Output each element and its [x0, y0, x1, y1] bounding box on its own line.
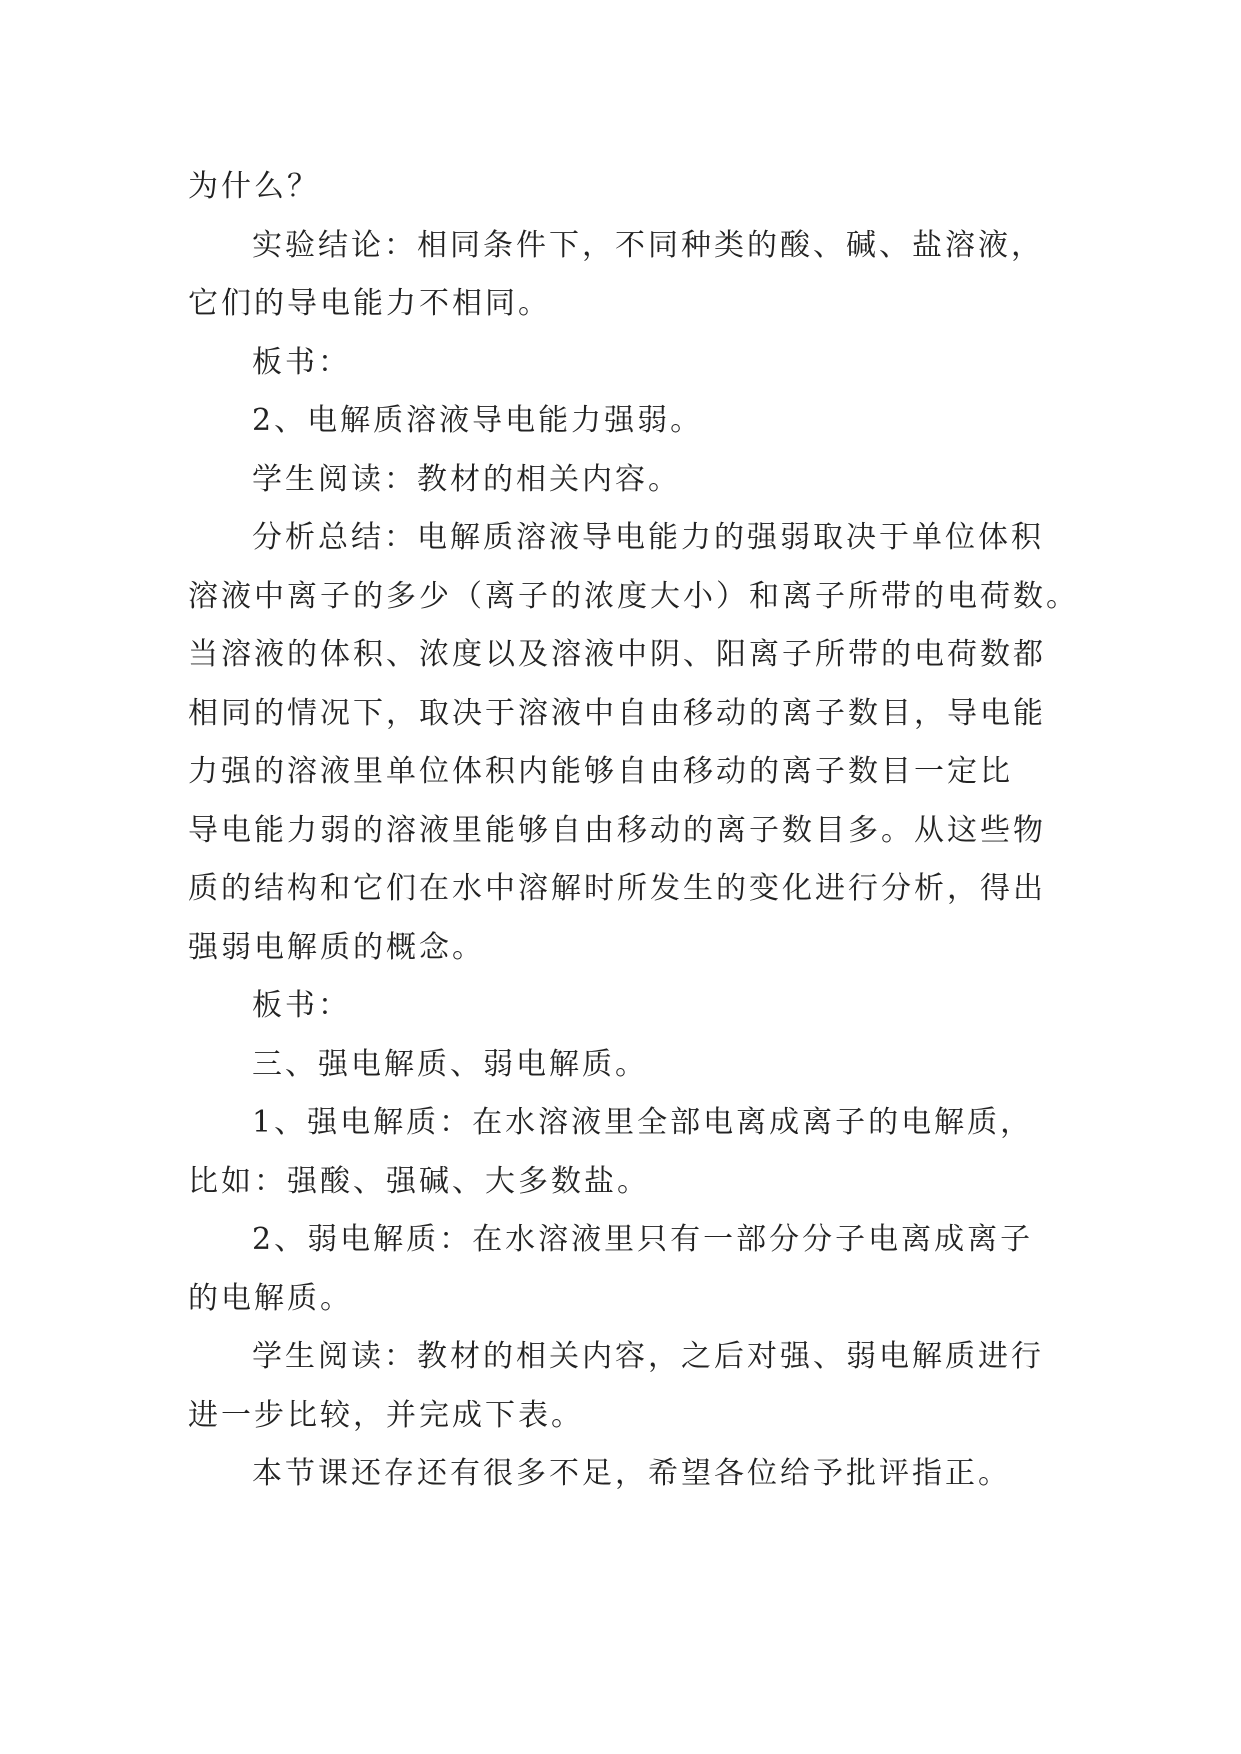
- text-line: 分析总结：电解质溶液导电能力的强弱取决于单位体积: [252, 520, 1044, 555]
- text-line: 的电解质。: [188, 1280, 353, 1316]
- text-line: 力强的溶液里单位体积内能够自由移动的离子数目一定比: [188, 754, 1013, 789]
- text-line: 导电能力弱的溶液里能够自由移动的离子数目多。从这些物: [188, 812, 1046, 848]
- text-line: 1、强电解质：在水溶液里全部电离成离子的电解质，: [252, 1105, 1034, 1140]
- text-line: 学生阅读：教材的相关内容，之后对强、弱电解质进行: [252, 1339, 1044, 1374]
- text-line: 当溶液的体积、浓度以及溶液中阴、阳离子所带的电荷数都: [188, 637, 1046, 672]
- text-line: 为什么？: [188, 169, 320, 204]
- text-line: 板书：: [252, 988, 351, 1023]
- text-line: 强弱电解质的概念。: [188, 929, 485, 965]
- text-line: 进一步比较，并完成下表。: [188, 1397, 584, 1433]
- text-line: 溶液中离子的多少（离子的浓度大小）和离子所带的电荷数。: [188, 578, 1079, 614]
- text-line: 它们的导电能力不相同。: [188, 286, 551, 321]
- text-line: 本节课还存还有很多不足，希望各位给予批评指正。: [252, 1456, 1011, 1491]
- text-line: 三、强电解质、弱电解质。: [252, 1046, 648, 1082]
- text-line: 比如：强酸、强碱、大多数盐。: [188, 1163, 650, 1199]
- document-body: [188, 158, 1079, 1504]
- text-line: 相同的情况下，取决于溶液中自由移动的离子数目，导电能: [188, 695, 1046, 731]
- text-line: 2、弱电解质：在水溶液里只有一部分分子电离成离子: [252, 1222, 1034, 1257]
- text-line: 实验结论：相同条件下，不同种类的酸、碱、盐溶液，: [252, 227, 1044, 263]
- text-line: 质的结构和它们在水中溶解时所发生的变化进行分析，得出: [188, 871, 1046, 906]
- text-line: 学生阅读：教材的相关内容。: [252, 461, 681, 497]
- text-line: 板书：: [252, 344, 351, 380]
- text-line: 2、电解质溶液导电能力强弱。: [252, 403, 704, 438]
